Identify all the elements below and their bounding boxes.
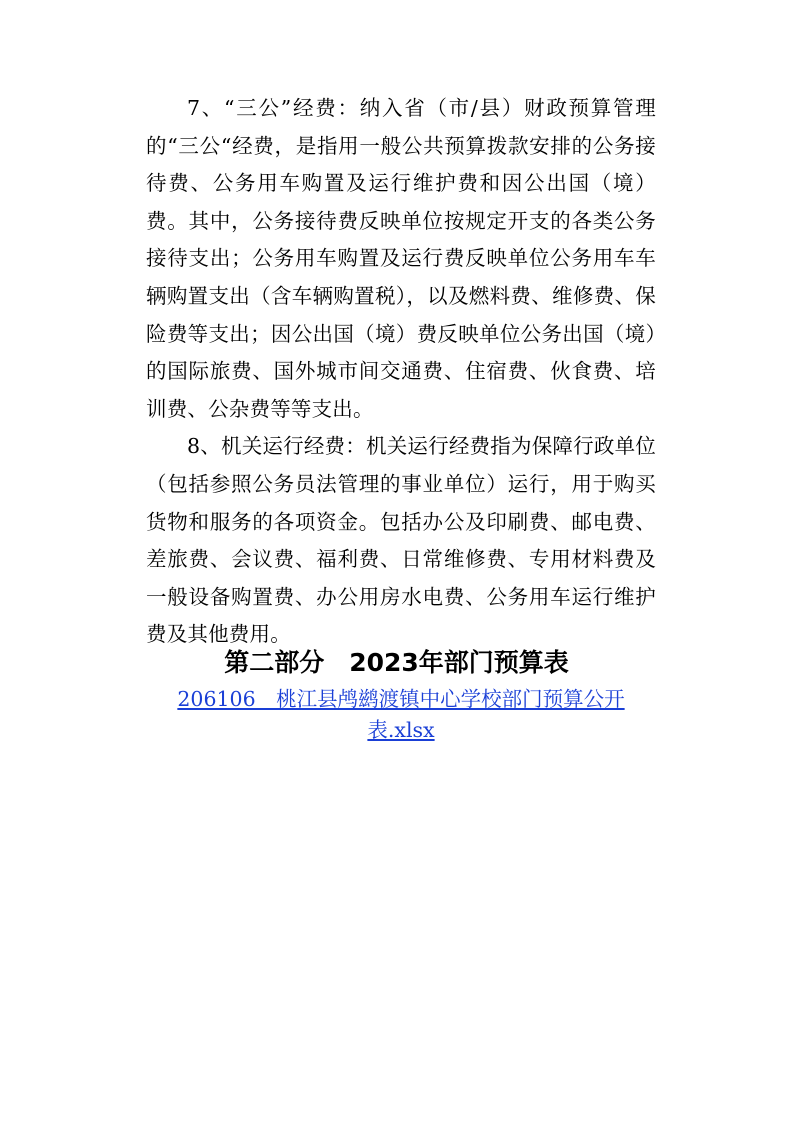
attachment-file-link[interactable]: 206106 桃江县鸬鹚渡镇中心学校部门预算公开表.xlsx [177,687,625,742]
document-body [146,90,656,654]
paragraph-three-public-funds: 7、“三公”经费：纳入省（市/县）财政预算管理的“三公“经费，是指用一般公共预算拨款安排的公务接待费、公务用车购置及运行维护费和因公出国（境）费。其中，公务接待费反映单位按规定开支的各类公务接待支出；公务用车购置及运行费反映单位公务用车车辆购置支出（含车辆购置税），以及燃料费、维修费、保险费等支出；因公出国（境）费反映单位公务出国（境）的国际旅费、国外城市间交通费、住宿费、伙食费、培训费、公杂费等等支出。 [146,96,656,421]
paragraph-operating-funds: 8、机关运行经费：机关运行经费指为保障行政单位（包括参照公务员法管理的事业单位）运行，用于购买货物和服务的各项资金。包括办公及印刷费、邮电费、差旅费、会议费、福利费、日常维修费、专用材料费及一般设备购置费、办公用房水电费、公务用车运行维护费及其他费用。 [146,434,656,647]
section-title: 第二部分 2023年部门预算表 [224,648,569,677]
